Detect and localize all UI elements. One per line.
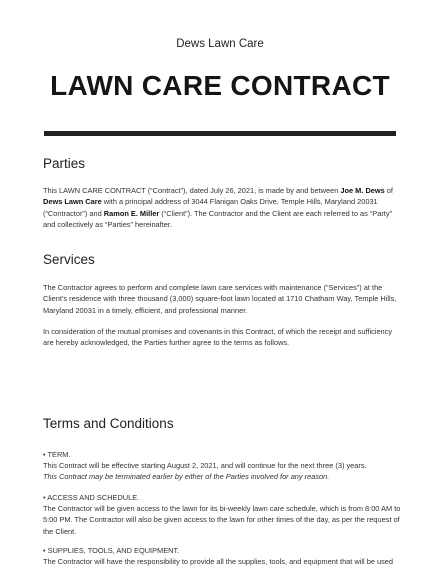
client-name: Ramon E. Miller: [103, 208, 160, 218]
services-paragraph-1: The Contractor agrees to perform and complete lawn care services with maintenance (“Services”) at the Client’s residence with three thousand (3,000) square-foot lawn located at 1710 Chatham Way, Temple Hills, Maryland 20031 in a timely, efficient, and professional manner.: [43, 283, 397, 315]
term-italic-text: This Contract may be terminated earlier by either of the Parties involved for any reason.: [43, 472, 330, 481]
services-paragraph-2: In consideration of the mutual promises and covenants in this Contract, of which the receipt and sufficiency are hereby acknowledged, the Parties further agree to the terms as follows.: [43, 327, 393, 348]
document-title: LAWN CARE CONTRACT: [50, 70, 390, 101]
company-name: Dews Lawn Care: [176, 38, 264, 50]
access-text: The Contractor will be given access to the lawn for its bi-weekly lawn care schedule, which is from 8:00 AM to 5:00 PM. The Contractor will also be given access to the lawn for other times of the day, as per the request of the Client.: [43, 504, 401, 536]
access-heading: • ACCESS AND SCHEDULE.: [43, 493, 140, 502]
term-heading: • TERM.: [43, 450, 71, 459]
contractor-name: Joe M. Dews: [340, 186, 385, 195]
parties-paragraph: This LAWN CARE CONTRACT (“Contract”), dated July 26, 2021, is made by and between Joe M. Dews of Dews Lawn Care with a principal address of 3044 Flanigan Oaks Drive, Temple Hills, Maryland 20031 (“Contractor”) and Ramon E. Miller (“Client”). The Contractor and the Client are each referred to as “Party” and collectively as “Parties” hereinafter.: [43, 186, 393, 229]
term-text: This Contract will be effective starting August 2, 2021, and will continue for the next three (3) years.: [43, 461, 367, 470]
title-divider: [44, 131, 396, 136]
company-name-inline: Dews Lawn Care: [43, 197, 102, 207]
supplies-text: The Contractor will have the responsibility to provide all the supplies, tools, and equipment that will be used: [43, 557, 394, 566]
terms-heading: Terms and Conditions: [43, 416, 174, 431]
services-heading: Services: [43, 252, 95, 267]
parties-heading: Parties: [43, 156, 86, 171]
supplies-heading: • SUPPLIES, TOOLS, AND EQUIPMENT.: [43, 546, 180, 555]
